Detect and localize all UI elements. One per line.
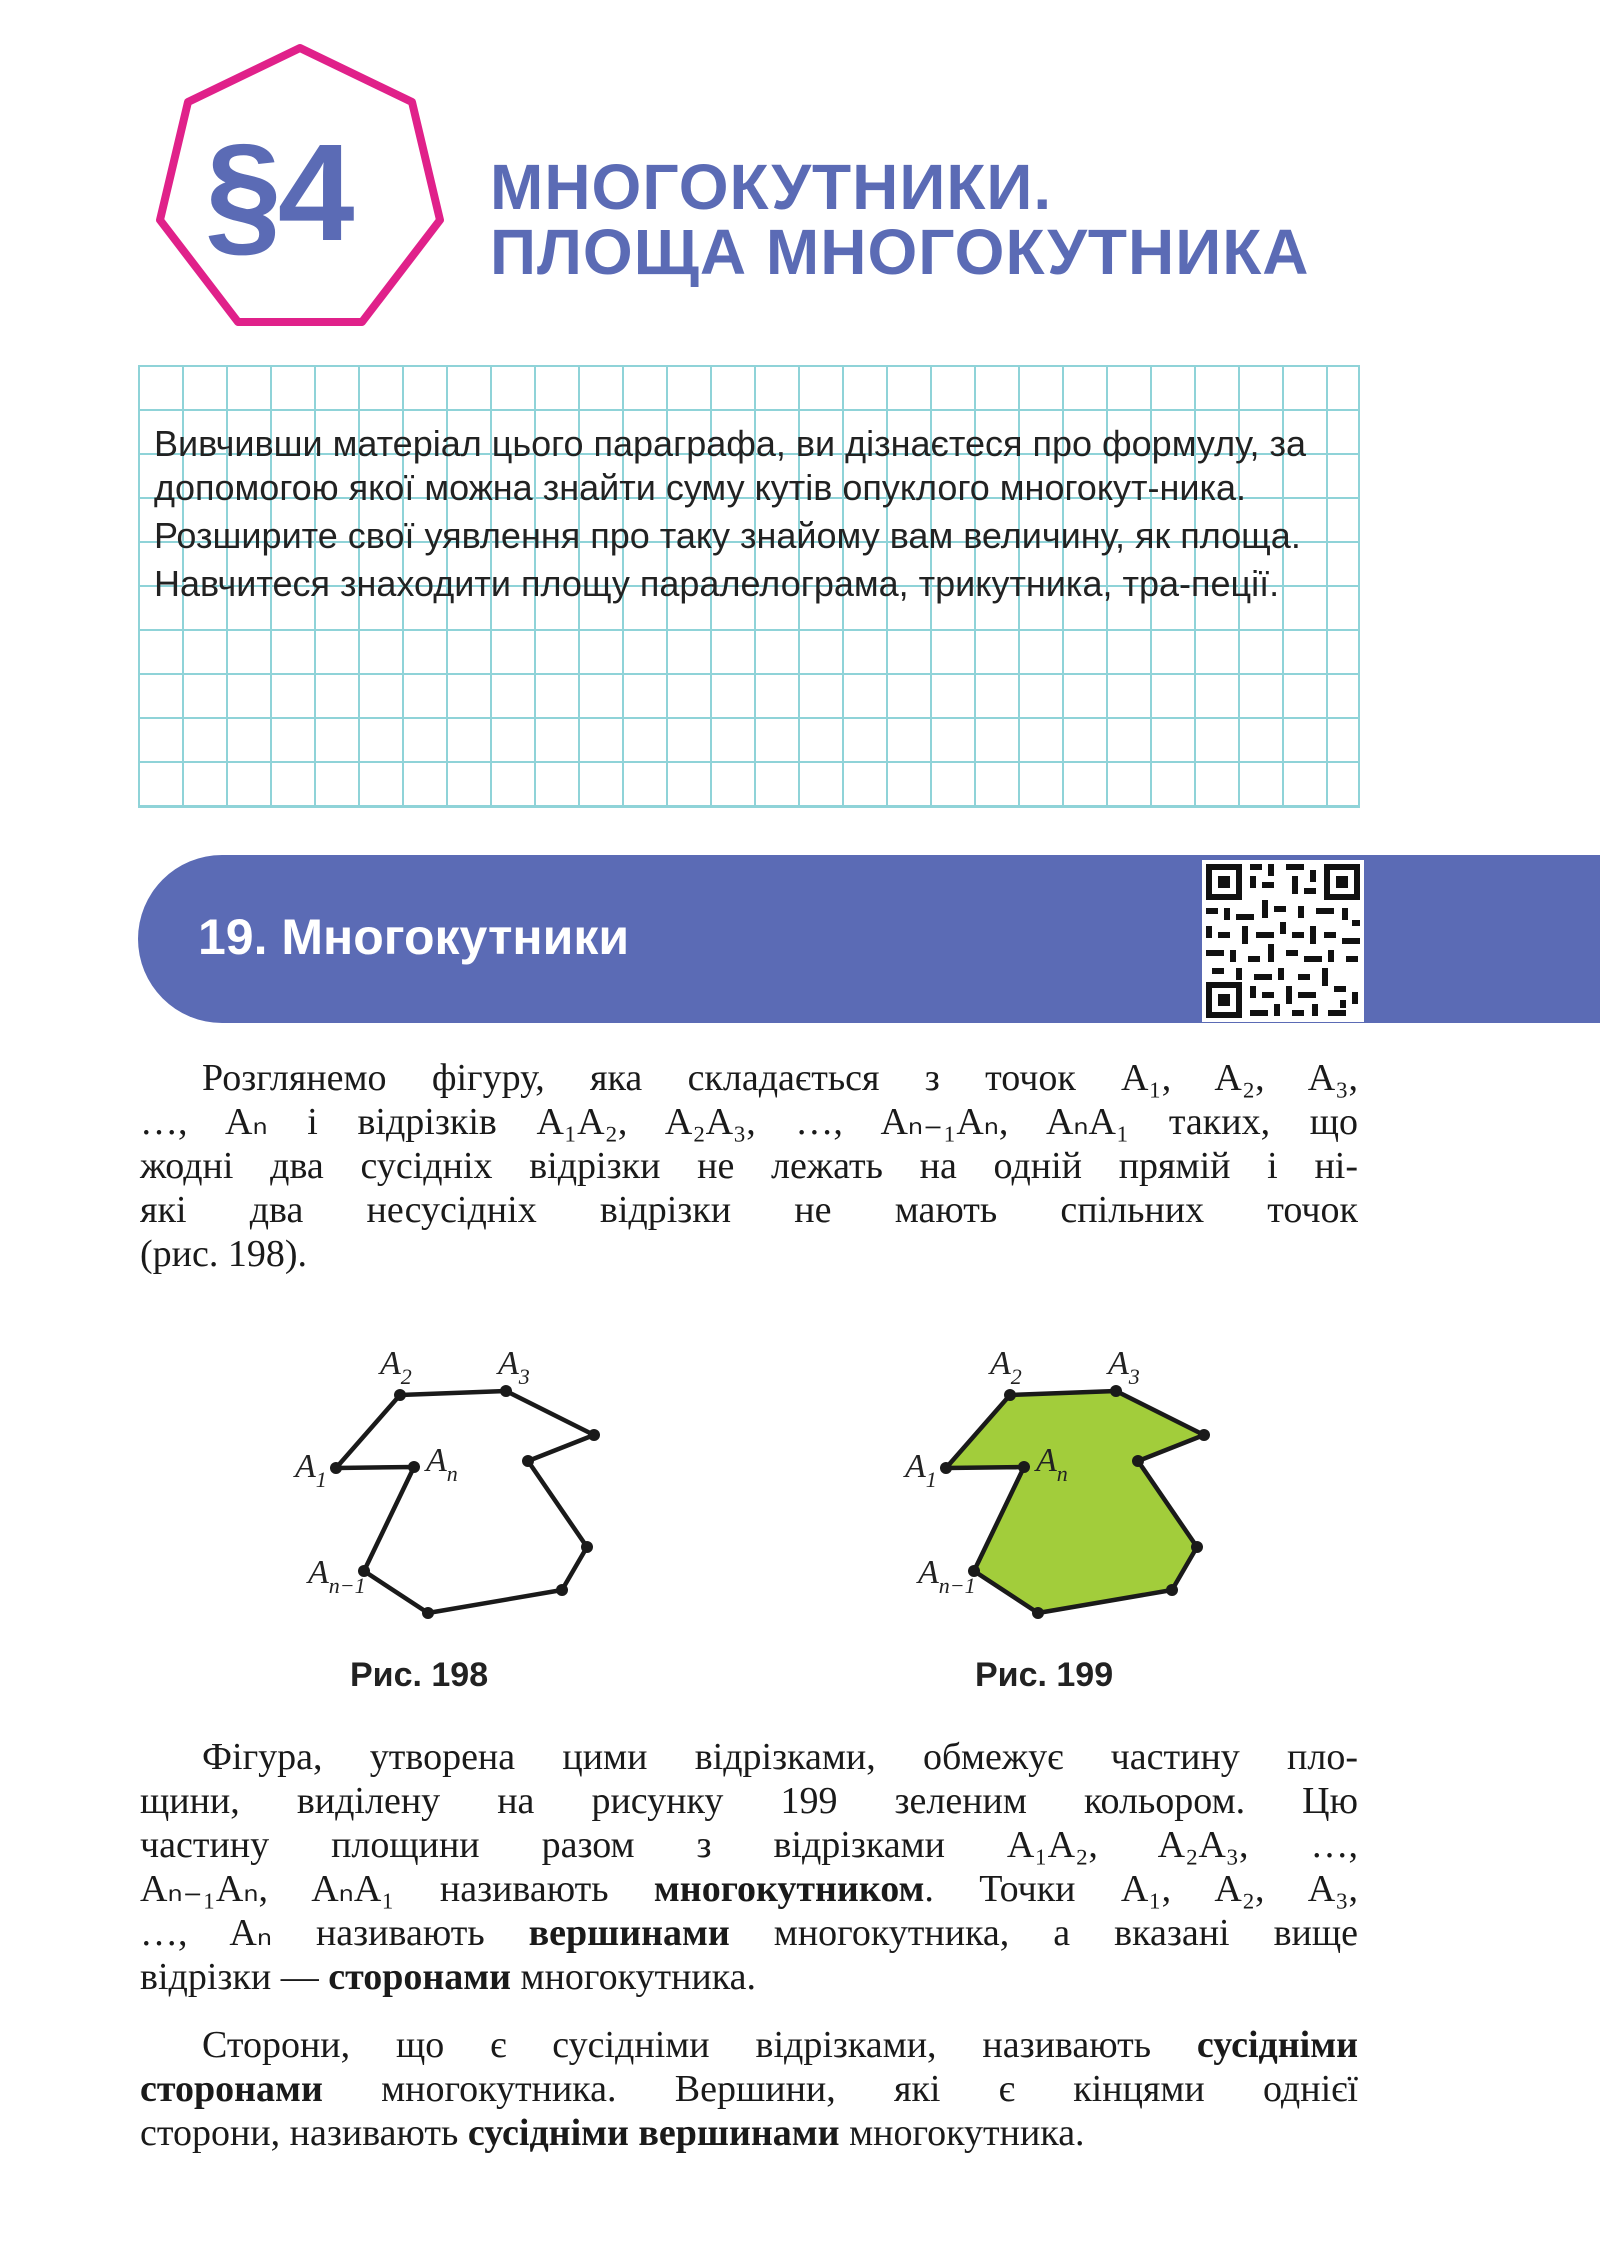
vertex — [588, 1429, 600, 1441]
paragraph-3-line-2: сторонами многокутника. Вершини, які є кінцями однієї — [140, 2068, 1358, 2110]
polygon-filled — [946, 1391, 1204, 1613]
intro-text — [154, 422, 1344, 606]
chapter-title-line2: ПЛОЩА МНОГОКУТНИКА — [490, 216, 1310, 288]
label-a3: $A_3$ — [498, 1345, 530, 1389]
qr-finder-top-left — [1206, 864, 1242, 900]
paragraph-1-line-4: які два несусідніх відрізки не мають спільних точок — [140, 1189, 1358, 1231]
section-title: 19. Многокутники — [198, 909, 630, 965]
paragraph-1-line-5: (рис. 198). — [140, 1233, 308, 1275]
vertex-a3 — [1110, 1385, 1122, 1397]
qr-finder-top-right — [1324, 864, 1360, 900]
vertex — [556, 1584, 568, 1596]
term-polygon: многокутником — [653, 1868, 925, 1910]
vertex-a3 — [500, 1385, 512, 1397]
section-mark: §4 — [205, 116, 351, 270]
paragraph-3 — [140, 2023, 1358, 2155]
vertex — [1166, 1584, 1178, 1596]
vertex — [581, 1541, 593, 1553]
qr-finder-bottom-left — [1206, 982, 1242, 1018]
vertex — [522, 1455, 534, 1467]
intro-paragraph-3: Навчитеся знаходити площу паралелограма, трикутника, тра-пеції. — [154, 563, 1280, 604]
intro-paragraph-1: Вивчивши матеріал цього параграфа, ви дізнаєтеся про формулу, за допомогою якої можна знайти суму кутів опуклого многокут-ника. — [154, 423, 1306, 508]
paragraph-1-line-3: жодні два сусідніх відрізки не лежать на одній прямій і ні- — [140, 1145, 1358, 1187]
caption-198: Рис. 198 — [350, 1656, 489, 1694]
term-adjacent-sides: сторонами — [140, 2068, 323, 2110]
vertex — [1191, 1541, 1203, 1553]
paragraph-2-line-5: …, Aₙ називають вершинами многокутника, а вказані вище — [140, 1912, 1358, 1954]
term-vertices: вершинами — [528, 1912, 730, 1954]
paragraph-2-line-6: відрізки — сторонами многокутника. — [140, 1956, 757, 1998]
paragraph-1-line-1: Розглянемо фігуру, яка складається з точок A₁, A₂, A₃, — [202, 1057, 1358, 1099]
qr-code-icon[interactable] — [1202, 860, 1364, 1022]
term-adjacent: сусідніми — [1196, 2024, 1358, 2066]
term-adjacent-vertices: сусідніми вершинами — [467, 2112, 840, 2154]
figure-198 — [290, 1330, 630, 1630]
caption-199: Рис. 199 — [975, 1656, 1114, 1694]
label-a2: $A_2$ — [990, 1345, 1022, 1389]
paragraph-3-line-1: Сторони, що є сусідніми відрізками, називають сусідніми — [202, 2024, 1358, 2066]
label-a2: $A_2$ — [380, 1345, 412, 1389]
paragraph-1 — [140, 1056, 1358, 1276]
vertex-an — [1018, 1461, 1030, 1473]
paragraph-3-line-3: сторони, називають сусідніми вершинами многокутника. — [140, 2112, 1085, 2154]
vertex — [1032, 1607, 1044, 1619]
paragraph-2-line-1: Фігура, утворена цими відрізками, обмежує частину пло- — [202, 1736, 1358, 1778]
vertex — [422, 1607, 434, 1619]
figure-199 — [900, 1330, 1240, 1630]
vertex-a1 — [330, 1462, 342, 1474]
label-a1: $A_1$ — [905, 1448, 937, 1492]
paragraph-2-line-2: щини, виділену на рисунку 199 зеленим кольором. Цю — [140, 1780, 1358, 1822]
intro-paragraph-2: Розширите свої уявлення про таку знайому вам величину, як площа. — [154, 515, 1301, 556]
paragraph-1-line-2: …, Aₙ і відрізків A₁A₂, A₂A₃, …, Aₙ₋₁Aₙ, AₙA₁ таких, що — [140, 1101, 1358, 1143]
vertex-an — [408, 1461, 420, 1473]
vertex — [1132, 1455, 1144, 1467]
vertex-a2 — [394, 1389, 406, 1401]
vertex — [1198, 1429, 1210, 1441]
paragraph-2 — [140, 1735, 1358, 1999]
label-an-1: $A_{n-1}$ — [308, 1554, 366, 1598]
vertex-a1 — [940, 1462, 952, 1474]
intro-box — [138, 365, 1360, 808]
vertex-a2 — [1004, 1389, 1016, 1401]
label-an: $A_n$ — [426, 1442, 458, 1486]
paragraph-2-line-3: частину площини разом з відрізками A₁A₂, A₂A₃, …, — [140, 1824, 1358, 1866]
label-an-1: $A_{n-1}$ — [918, 1554, 976, 1598]
paragraph-2-line-4: Aₙ₋₁Aₙ, AₙA₁ називають многокутником. Точки A₁, A₂, A₃, — [140, 1868, 1358, 1910]
polygon-outline — [336, 1391, 594, 1613]
label-a1: $A_1$ — [295, 1448, 327, 1492]
label-an: $A_n$ — [1036, 1442, 1068, 1486]
chapter-title-line1: МНОГОКУТНИКИ. — [490, 151, 1053, 223]
label-a3: $A_3$ — [1108, 1345, 1140, 1389]
term-sides: сторонами — [328, 1956, 512, 1998]
